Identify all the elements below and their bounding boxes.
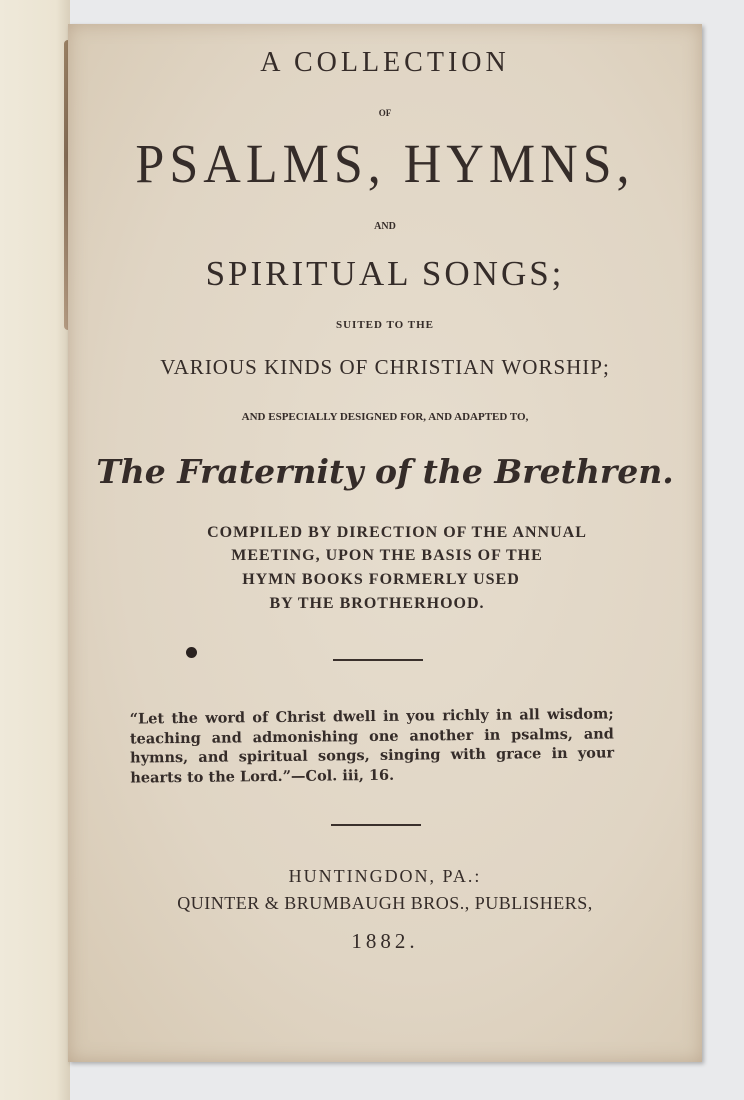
imprint-publisher: QUINTER & BRUMBAUGH BROS., PUBLISHERS, bbox=[177, 893, 593, 913]
imprint-year: 1882. bbox=[351, 929, 419, 953]
designed-text: AND ESPECIALLY DESIGNED FOR, AND ADAPTED TO, bbox=[241, 411, 529, 423]
divider-rule bbox=[333, 659, 423, 661]
heading-of: OF bbox=[378, 108, 392, 118]
divider-rule bbox=[331, 824, 421, 826]
compiled-line: HYMN BOOKS FORMERLY USED bbox=[242, 571, 520, 588]
heading-collection: A COLLECTION bbox=[260, 47, 510, 78]
compiled-line: BY THE BROTHERHOOD. bbox=[269, 595, 485, 612]
compiled-line: MEETING, UPON THE BASIS OF THE bbox=[231, 547, 543, 564]
heading-and: AND bbox=[374, 221, 396, 232]
facing-page bbox=[0, 0, 70, 1100]
suited-text: SUITED TO THE bbox=[336, 319, 434, 331]
fraternity-text: The Fraternity of the Brethren. bbox=[96, 452, 674, 491]
various-text: VARIOUS KINDS OF CHRISTIAN WORSHIP; bbox=[160, 355, 610, 379]
scripture-quote: “Let the word of Christ dwell in you richly in all wisdom; teaching and admonishing one another in psalms, and hymns, and spiritual songs, singing with grace in your hearts to the Lord.”—Col. iii, 16. bbox=[129, 705, 615, 787]
compiled-line: COMPILED BY DIRECTION OF THE ANNUAL bbox=[207, 524, 587, 541]
main-title-2: SPIRITUAL SONGS; bbox=[205, 254, 565, 293]
main-title: PSALMS, HYMNS, bbox=[135, 134, 635, 195]
ink-spot bbox=[186, 647, 197, 658]
imprint-place: HUNTINGDON, PA.: bbox=[288, 866, 482, 886]
